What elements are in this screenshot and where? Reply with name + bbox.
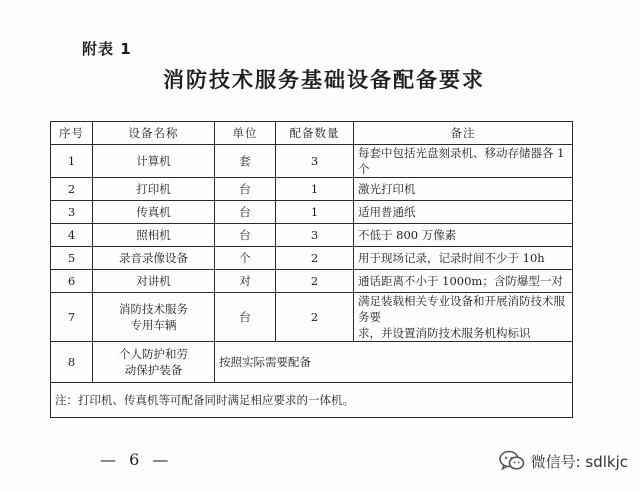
cell-no: 6 bbox=[51, 270, 93, 293]
cell-no: 1 bbox=[51, 145, 93, 178]
cell-note bbox=[354, 293, 573, 342]
cell-note-line: 求，并设置消防技术服务机构标识 bbox=[358, 326, 531, 340]
cell-note-line: 满足装载相关专业设备和开展消防技术服务要 bbox=[358, 294, 565, 324]
table-row bbox=[51, 178, 573, 201]
cell-note: 不低于 800 万像素 bbox=[354, 224, 573, 247]
cell-name: 照相机 bbox=[93, 224, 215, 247]
cell-note: 激光打印机 bbox=[354, 178, 573, 201]
cell-unit: 台 bbox=[215, 224, 276, 247]
cell-name-line: 动保护装备 bbox=[124, 363, 183, 377]
cell-no: 4 bbox=[51, 224, 93, 247]
cell-note: 用于现场记录，记录时间不少于 10h bbox=[354, 247, 573, 270]
cell-unit: 台 bbox=[215, 201, 276, 224]
cell-no: 8 bbox=[51, 342, 93, 383]
cell-qty: 2 bbox=[276, 247, 354, 270]
header-unit: 单位 bbox=[215, 122, 276, 145]
cell-qty: 3 bbox=[276, 145, 354, 178]
table-row bbox=[51, 270, 573, 293]
cell-note: 按照实际需要配备 bbox=[215, 342, 573, 383]
cell-no: 7 bbox=[51, 293, 93, 342]
cell-qty: 1 bbox=[276, 178, 354, 201]
remarks-row bbox=[51, 383, 573, 418]
cell-unit: 对 bbox=[215, 270, 276, 293]
table-row bbox=[51, 201, 573, 224]
watermark bbox=[499, 450, 628, 472]
cell-unit: 套 bbox=[215, 145, 276, 178]
cell-name-line: 专用车辆 bbox=[130, 318, 177, 332]
wechat-icon bbox=[499, 450, 525, 472]
cell-name: 打印机 bbox=[93, 178, 215, 201]
cell-unit: 个 bbox=[215, 247, 276, 270]
cell-qty: 2 bbox=[276, 293, 354, 342]
cell-note: 适用普通纸 bbox=[354, 201, 573, 224]
cell-qty: 1 bbox=[276, 201, 354, 224]
cell-name: 对讲机 bbox=[93, 270, 215, 293]
page-number: — 6 — bbox=[100, 450, 173, 469]
header-note: 备注 bbox=[354, 122, 573, 145]
cell-no: 3 bbox=[51, 201, 93, 224]
header-name: 设备名称 bbox=[93, 122, 215, 145]
table-row bbox=[51, 293, 573, 342]
cell-no: 5 bbox=[51, 247, 93, 270]
cell-note: 每套中包括光盘刻录机、移动存储器各 1 个 bbox=[354, 145, 573, 178]
cell-name bbox=[93, 342, 215, 383]
cell-name: 录音录像设备 bbox=[93, 247, 215, 270]
cell-unit: 台 bbox=[215, 293, 276, 342]
table-row bbox=[51, 145, 573, 178]
table-row bbox=[51, 342, 573, 383]
cell-note: 通话距离不小于 1000m；含防爆型一对 bbox=[354, 270, 573, 293]
cell-unit: 台 bbox=[215, 178, 276, 201]
document-title: 消防技术服务基础设备配备要求 bbox=[163, 68, 485, 92]
table-header-row bbox=[51, 122, 573, 145]
cell-name-line: 个人防护和劳 bbox=[119, 347, 188, 361]
watermark-text: 微信号: sdlkjc bbox=[530, 452, 628, 471]
appendix-label: 附表 1 bbox=[82, 40, 132, 58]
cell-name: 计算机 bbox=[93, 145, 215, 178]
cell-name bbox=[93, 293, 215, 342]
cell-name-line: 消防技术服务 bbox=[119, 302, 188, 316]
equipment-table bbox=[50, 121, 573, 418]
table-row bbox=[51, 247, 573, 270]
cell-qty: 3 bbox=[276, 224, 354, 247]
cell-qty: 2 bbox=[276, 270, 354, 293]
header-qty: 配备数量 bbox=[276, 122, 354, 145]
table-remarks: 注：打印机、传真机等可配备同时满足相应要求的一体机。 bbox=[51, 383, 573, 418]
header-no: 序号 bbox=[51, 122, 93, 145]
table-row bbox=[51, 224, 573, 247]
cell-name: 传真机 bbox=[93, 201, 215, 224]
cell-no: 2 bbox=[51, 178, 93, 201]
